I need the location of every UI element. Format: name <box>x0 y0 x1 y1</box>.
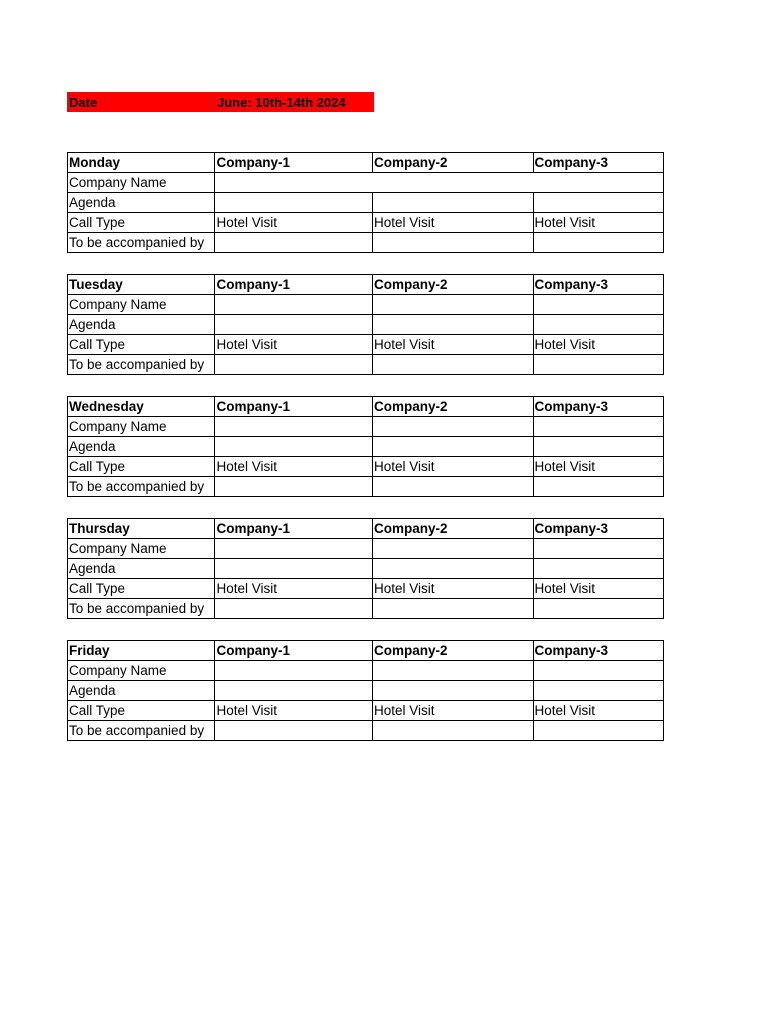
call-type-cell[interactable]: Hotel Visit <box>533 213 663 233</box>
column-header: Company-3 <box>533 153 663 173</box>
table-row-agenda <box>68 681 664 701</box>
agenda-cell[interactable] <box>215 315 373 335</box>
schedule-table-friday <box>67 640 664 741</box>
accompanied-cell[interactable] <box>215 721 373 741</box>
call-type-cell[interactable]: Hotel Visit <box>215 457 373 477</box>
day-name: Monday <box>68 153 215 173</box>
row-label: Call Type <box>68 213 215 233</box>
call-type-cell[interactable]: Hotel Visit <box>533 457 663 477</box>
row-label: Call Type <box>68 579 215 599</box>
accompanied-cell[interactable] <box>373 599 534 619</box>
call-type-cell[interactable]: Hotel Visit <box>373 213 534 233</box>
agenda-cell[interactable] <box>215 437 373 457</box>
row-label: Company Name <box>68 295 215 315</box>
company-name-cell[interactable] <box>373 295 534 315</box>
column-header: Company-2 <box>373 519 534 539</box>
date-value[interactable]: June: 10th-14th 2024 <box>217 95 346 110</box>
column-header: Company-2 <box>373 275 534 295</box>
column-header: Company-1 <box>215 641 373 661</box>
company-name-cell[interactable] <box>215 295 373 315</box>
row-label: To be accompanied by <box>68 233 215 253</box>
row-label: Agenda <box>68 559 215 579</box>
accompanied-cell[interactable] <box>373 355 534 375</box>
row-label: Agenda <box>68 193 215 213</box>
table-row-agenda <box>68 559 664 579</box>
row-label: Agenda <box>68 437 215 457</box>
agenda-cell[interactable] <box>533 193 663 213</box>
agenda-cell[interactable] <box>533 559 663 579</box>
day-name: Friday <box>68 641 215 661</box>
agenda-cell[interactable] <box>373 193 534 213</box>
day-name: Thursday <box>68 519 215 539</box>
call-type-cell[interactable]: Hotel Visit <box>373 457 534 477</box>
call-type-cell[interactable]: Hotel Visit <box>533 701 663 721</box>
row-label: Company Name <box>68 661 215 681</box>
accompanied-cell[interactable] <box>533 721 663 741</box>
agenda-cell[interactable] <box>533 315 663 335</box>
column-header: Company-2 <box>373 641 534 661</box>
row-label: Company Name <box>68 173 215 193</box>
column-header: Company-3 <box>533 397 663 417</box>
accompanied-cell[interactable] <box>533 599 663 619</box>
row-label: To be accompanied by <box>68 599 215 619</box>
row-label: Call Type <box>68 335 215 355</box>
row-label: To be accompanied by <box>68 721 215 741</box>
table-row-company-name <box>68 661 664 681</box>
accompanied-cell[interactable] <box>215 599 373 619</box>
table-row-agenda <box>68 437 664 457</box>
table-row-call-type <box>68 701 664 721</box>
row-label: Call Type <box>68 457 215 477</box>
accompanied-cell[interactable] <box>533 233 663 253</box>
call-type-cell[interactable]: Hotel Visit <box>373 335 534 355</box>
schedule-table-thursday <box>67 518 664 619</box>
table-row-accompanied <box>68 233 664 253</box>
day-name: Wednesday <box>68 397 215 417</box>
call-type-cell[interactable]: Hotel Visit <box>215 701 373 721</box>
agenda-cell[interactable] <box>533 437 663 457</box>
table-row-call-type <box>68 579 664 599</box>
row-label: Company Name <box>68 539 215 559</box>
company-name-cell[interactable] <box>533 417 663 437</box>
table-row-call-type <box>68 457 664 477</box>
company-name-cell[interactable] <box>215 661 373 681</box>
row-label: To be accompanied by <box>68 477 215 497</box>
accompanied-cell[interactable] <box>533 477 663 497</box>
agenda-cell[interactable] <box>215 193 373 213</box>
row-label: Agenda <box>68 681 215 701</box>
company-name-cell[interactable] <box>533 539 663 559</box>
company-name-cell[interactable] <box>373 417 534 437</box>
call-type-cell[interactable]: Hotel Visit <box>373 579 534 599</box>
company-name-cell[interactable] <box>215 173 664 193</box>
table-row-company-name <box>68 295 664 315</box>
accompanied-cell[interactable] <box>373 477 534 497</box>
table-header-row <box>68 153 664 173</box>
table-header-row <box>68 275 664 295</box>
company-name-cell[interactable] <box>215 417 373 437</box>
agenda-cell[interactable] <box>373 681 534 701</box>
table-row-accompanied <box>68 599 664 619</box>
column-header: Company-1 <box>215 153 373 173</box>
row-label: Agenda <box>68 315 215 335</box>
table-row-call-type <box>68 335 664 355</box>
table-header-row <box>68 641 664 661</box>
agenda-cell[interactable] <box>373 559 534 579</box>
company-name-cell[interactable] <box>215 539 373 559</box>
table-row-accompanied <box>68 721 664 741</box>
date-label: Date <box>69 95 98 110</box>
call-type-cell[interactable]: Hotel Visit <box>215 335 373 355</box>
table-row-agenda <box>68 315 664 335</box>
schedule-table-monday <box>67 152 664 253</box>
agenda-cell[interactable] <box>215 559 373 579</box>
row-label: To be accompanied by <box>68 355 215 375</box>
schedule-table-wednesday <box>67 396 664 497</box>
call-type-cell[interactable]: Hotel Visit <box>533 579 663 599</box>
column-header: Company-2 <box>373 153 534 173</box>
column-header: Company-1 <box>215 397 373 417</box>
agenda-cell[interactable] <box>215 681 373 701</box>
accompanied-cell[interactable] <box>215 233 373 253</box>
column-header: Company-1 <box>215 519 373 539</box>
column-header: Company-3 <box>533 275 663 295</box>
accompanied-cell[interactable] <box>373 721 534 741</box>
column-header: Company-3 <box>533 519 663 539</box>
day-name: Tuesday <box>68 275 215 295</box>
column-header: Company-1 <box>215 275 373 295</box>
accompanied-cell[interactable] <box>533 355 663 375</box>
table-row-call-type <box>68 213 664 233</box>
date-header-bar <box>67 92 374 112</box>
agenda-cell[interactable] <box>533 681 663 701</box>
company-name-cell[interactable] <box>373 539 534 559</box>
schedule-table-tuesday <box>67 274 664 375</box>
accompanied-cell[interactable] <box>373 233 534 253</box>
company-name-cell[interactable] <box>533 295 663 315</box>
accompanied-cell[interactable] <box>215 477 373 497</box>
call-type-cell[interactable]: Hotel Visit <box>215 213 373 233</box>
agenda-cell[interactable] <box>373 315 534 335</box>
accompanied-cell[interactable] <box>215 355 373 375</box>
call-type-cell[interactable]: Hotel Visit <box>533 335 663 355</box>
row-label: Call Type <box>68 701 215 721</box>
column-header: Company-3 <box>533 641 663 661</box>
table-row-company-name <box>68 173 664 193</box>
table-row-agenda <box>68 193 664 213</box>
row-label: Company Name <box>68 417 215 437</box>
call-type-cell[interactable]: Hotel Visit <box>373 701 534 721</box>
table-row-accompanied <box>68 355 664 375</box>
company-name-cell[interactable] <box>373 661 534 681</box>
company-name-cell[interactable] <box>533 661 663 681</box>
table-header-row <box>68 519 664 539</box>
column-header: Company-2 <box>373 397 534 417</box>
table-row-accompanied <box>68 477 664 497</box>
call-type-cell[interactable]: Hotel Visit <box>215 579 373 599</box>
table-row-company-name <box>68 539 664 559</box>
table-row-company-name <box>68 417 664 437</box>
agenda-cell[interactable] <box>373 437 534 457</box>
table-header-row <box>68 397 664 417</box>
